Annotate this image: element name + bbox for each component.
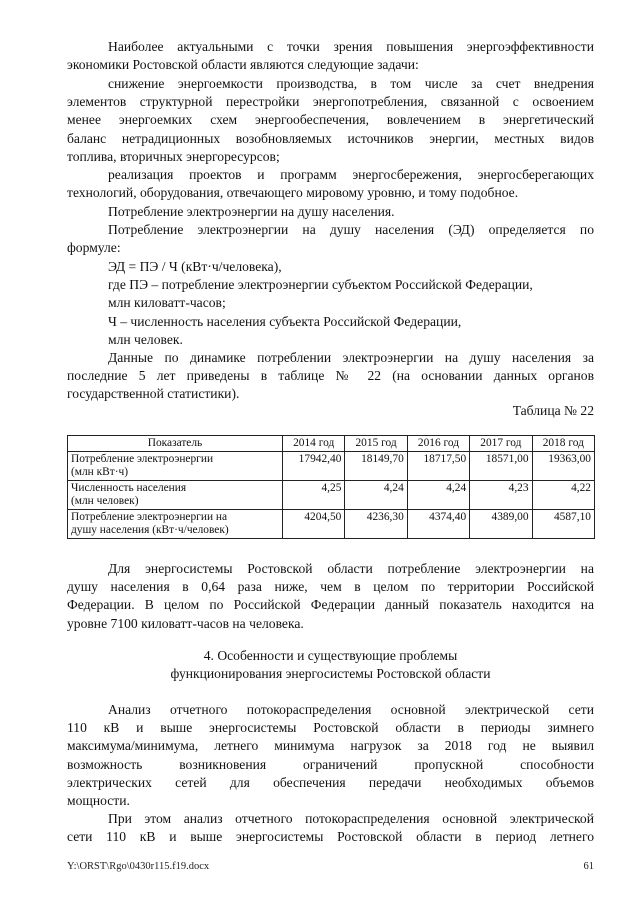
text-line: Данные по динамике потреблении электроэнергии на душу населения за <box>108 350 594 365</box>
text-line: максимума/минимума, летнего минимума нагрузок за 2018 год не выявил <box>67 738 594 754</box>
intro-paragraph <box>67 38 594 74</box>
row-label <box>68 452 283 481</box>
text-line: сети 110 кВ и выше энергосистемы Ростовской области в период летнего <box>67 829 594 845</box>
table-cell: 17942,40 <box>283 452 345 481</box>
table-header-cell: 2018 год <box>532 436 594 452</box>
text-line: Потребление электроэнергии на душу населения (ЭД) определяется по <box>108 222 594 237</box>
text-line: топлива, вторичных энергоресурсов; <box>67 148 280 164</box>
text-line: последние 5 лет приведены в таблице № 22 (на основании данных органов <box>67 368 594 384</box>
text-line: технологий, оборудования, отвечающего мировому уровню, и тому подобное. <box>67 185 519 201</box>
table-header-cell: 2015 год <box>345 436 407 452</box>
page-footer <box>67 860 594 873</box>
row-label-line: душу населения (кВт·ч/человек) <box>71 524 229 536</box>
row-label <box>68 481 283 510</box>
formula-def-pe: где ПЭ – потребление электроэнергии субъектом Российской Федерации, <box>108 277 533 293</box>
row-label-line: (млн кВт·ч) <box>71 466 129 478</box>
row-label <box>68 510 283 539</box>
table-header-cell: 2017 год <box>470 436 532 452</box>
formula-def-ch-unit: млн человек. <box>108 331 183 347</box>
table-cell: 4,23 <box>470 481 532 510</box>
footer-file-path: Y:\ORST\Rgo\0430r115.f19.docx <box>67 861 210 872</box>
text-line: Наиболее актуальными с точки зрения повышения энергоэффективности <box>108 39 594 54</box>
text-line: мощности. <box>67 793 130 809</box>
table-row <box>68 481 595 510</box>
dynamics-paragraph <box>67 349 594 404</box>
row-label-line: Численность населения <box>71 482 187 494</box>
text-line: уровне 7100 киловатт-часов на человека. <box>67 615 304 631</box>
row-label-line: Потребление электроэнергии <box>71 453 214 465</box>
text-line: менее энергоемких схем энергообеспечения, вовлечением в энергетический <box>67 112 594 128</box>
table-cell: 4374,40 <box>407 510 469 539</box>
table-caption: Таблица № 22 <box>512 403 594 418</box>
task-2-paragraph <box>67 166 594 202</box>
data-table <box>67 435 595 539</box>
table-header-cell: Показатель <box>68 436 283 452</box>
table-cell: 18149,70 <box>345 452 407 481</box>
section-heading-line: функционирования энергосистемы Ростовской области <box>170 666 491 682</box>
text-line: формуле: <box>67 240 121 256</box>
text-line: экономики Ростовской области являются следующие задачи: <box>67 57 419 73</box>
consumption-heading <box>67 203 594 221</box>
formula-def-ch: Ч – численность населения субъекта Российской Федерации, <box>108 313 462 329</box>
text-line: Потребление электроэнергии на душу населения. <box>108 204 395 219</box>
table-row <box>68 452 595 481</box>
page-number: 61 <box>583 861 594 872</box>
table-cell: 4389,00 <box>470 510 532 539</box>
table-cell: 4,24 <box>345 481 407 510</box>
after-table-paragraph <box>67 560 594 633</box>
table-cell: 18571,00 <box>470 452 532 481</box>
formula-block <box>67 258 594 349</box>
text-line: Федерации. В целом по Российской Федерации данный показатель находится на <box>67 597 594 613</box>
text-line: При этом анализ отчетного потокораспределения основной электрической <box>108 811 594 826</box>
formula-def-pe-unit: млн киловатт-часов; <box>108 295 226 311</box>
text-line: Для энергосистемы Ростовской области потребление электроэнергии на <box>108 561 594 576</box>
table-cell: 4,25 <box>283 481 345 510</box>
text-line: реализация проектов и программ энергосбережения, энергосберегающих <box>108 167 594 182</box>
text-line: снижение энергоемкости производства, в том числе за счет внедрения <box>108 76 594 91</box>
text-line: государственной статистики). <box>67 386 240 402</box>
row-label-line: Потребление электроэнергии на <box>71 511 228 523</box>
table-cell: 4236,30 <box>345 510 407 539</box>
text-line: элементов структурной перестройки энергопотребления, связанной с освоением <box>67 94 594 110</box>
formula-intro-paragraph <box>67 221 594 257</box>
text-line: 110 кВ и выше энергосистемы Ростовской области в периоды зимнего <box>67 720 594 736</box>
text-line: Анализ отчетного потокораспределения основной электрической сети <box>108 702 594 717</box>
table-header-cell: 2014 год <box>283 436 345 452</box>
formula-equation: ЭД = ПЭ / Ч (кВт·ч/человека), <box>108 259 282 274</box>
table-cell: 18717,50 <box>407 452 469 481</box>
table-header-row <box>68 436 595 452</box>
analysis-paragraph-1 <box>67 701 594 810</box>
table-cell: 4204,50 <box>283 510 345 539</box>
row-label-line: (млн человек) <box>71 495 139 507</box>
task-1-paragraph <box>67 75 594 166</box>
text-line: баланс нетрадиционных возобновляемых источников энергии, местных видов <box>67 130 594 146</box>
analysis-paragraph-2 <box>67 810 594 846</box>
table-cell: 4587,10 <box>532 510 594 539</box>
table-cell: 4,24 <box>407 481 469 510</box>
table-cell: 4,22 <box>532 481 594 510</box>
text-line: возможность возникновения ограничений пропускной способности <box>67 756 594 772</box>
text-line: электрических сетей для обеспечения передачи необходимых объемов <box>67 774 594 790</box>
table-row <box>68 510 595 539</box>
section-heading-line: 4. Особенности и существующие проблемы <box>203 648 458 663</box>
text-line: душу населения в 0,64 раза ниже, чем в целом по территории Российской <box>67 579 594 595</box>
section-heading <box>67 647 594 683</box>
table-header-cell: 2016 год <box>407 436 469 452</box>
table-cell: 19363,00 <box>532 452 594 481</box>
